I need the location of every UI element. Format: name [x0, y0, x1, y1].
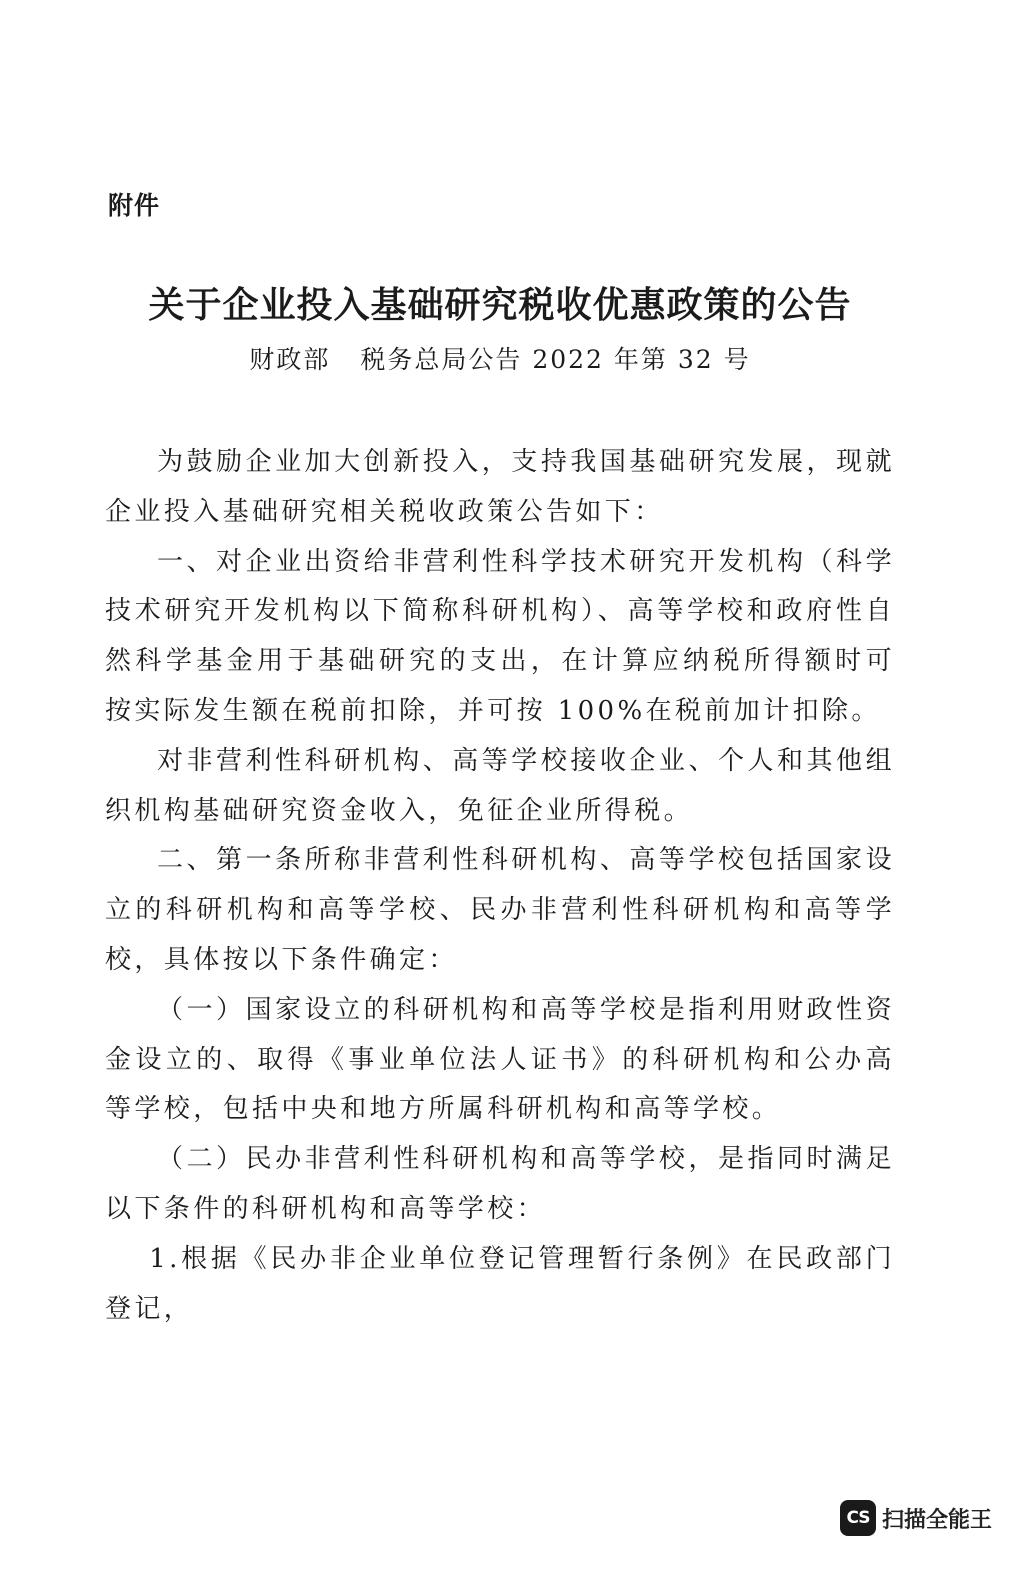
document-body [105, 438, 895, 1334]
paragraph-article-2: 二、第一条所称非营利性科研机构、高等学校包括国家设立的科研机构和高等学校、民办非营利性科研机构和高等学校，具体按以下条件确定： [105, 845, 895, 975]
issuer: 财政部 [249, 345, 331, 374]
announcement-number-line [0, 340, 1000, 376]
camscanner-logo-icon: CS [840, 1500, 876, 1536]
scanner-watermark [840, 1498, 992, 1538]
paragraph-condition-1: 1.根据《民办非企业单位登记管理暂行条例》在民政部门登记， [105, 1243, 895, 1324]
announcement-number: 税务总局公告 2022 年第 32 号 [360, 345, 751, 374]
paragraph-intro: 为鼓励企业加大创新投入，支持我国基础研究发展，现就企业投入基础研究相关税收政策公告如下： [105, 447, 895, 527]
document-title: 关于企业投入基础研究税收优惠政策的公告 [148, 284, 852, 326]
paragraph-article-2-item-2: （二）民办非营利性科研机构和高等学校，是指同时满足以下条件的科研机构和高等学校： [105, 1144, 895, 1224]
paragraph-article-1: 一、对企业出资给非营利性科学技术研究开发机构（科学技术研究开发机构以下简称科研机构）、高等学校和政府性自然科学基金用于基础研究的支出，在计算应纳税所得额时可按实际发生额在税前扣除，并可按 100%在税前加计扣除。 [105, 546, 895, 726]
scanner-app-name: 扫描全能王 [882, 1507, 993, 1533]
paragraph-article-1-exemption: 对非营利性科研机构、高等学校接收企业、个人和其他组织机构基础研究资金收入，免征企业所得税。 [105, 745, 895, 826]
paragraph-article-2-item-1: （一）国家设立的科研机构和高等学校是指利用财政性资金设立的、取得《事业单位法人证书》的科研机构和公办高等学校，包括中央和地方所属科研机构和高等学校。 [105, 994, 895, 1125]
attachment-label: 附件 [108, 191, 161, 220]
